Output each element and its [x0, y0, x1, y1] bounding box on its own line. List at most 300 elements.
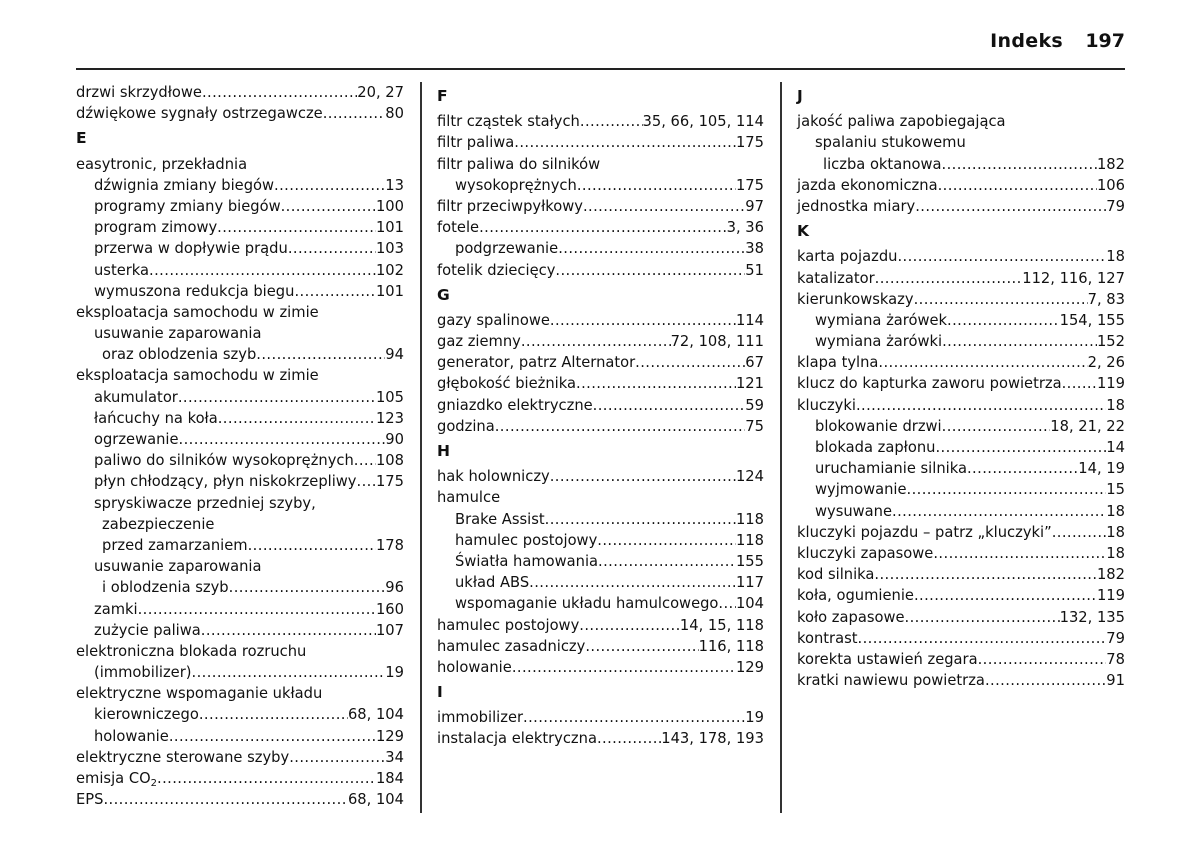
entry-term — [94, 599, 138, 620]
entry-pages: 15 — [1106, 481, 1125, 499]
index-entry — [797, 196, 1125, 217]
entry-term-text: fotele — [437, 219, 480, 237]
index-letter-heading: E — [76, 129, 87, 148]
entry-pages: 152 — [1096, 333, 1125, 351]
dot-leader — [1062, 373, 1097, 394]
entry-term-text: hak holowniczy — [437, 468, 550, 486]
index-entry — [797, 585, 1125, 606]
index-entry-heading: filtr paliwa do silników — [437, 155, 601, 173]
entry-term — [455, 530, 597, 551]
index-entry — [76, 82, 404, 103]
index-entry-heading: elektroniczna blokada rozruchu — [76, 642, 307, 660]
entry-term — [455, 238, 558, 259]
entry-term-text: Światła hamowania — [455, 552, 599, 570]
entry-term-text: program zimowy — [94, 219, 218, 237]
index-entry — [76, 577, 404, 598]
dot-leader — [897, 246, 1106, 267]
dot-leader — [914, 289, 1088, 310]
index-entry — [437, 593, 764, 614]
entry-term — [76, 82, 202, 103]
entry-term — [797, 395, 856, 416]
index-entry — [797, 395, 1125, 416]
entry-term — [94, 281, 294, 302]
index-entry — [437, 636, 764, 657]
entry-term — [437, 615, 579, 636]
index-entry-heading: hamulce — [437, 489, 501, 507]
entry-term — [437, 373, 576, 394]
index-column-1 — [76, 82, 404, 810]
entry-term-text: głębokość bieżnika — [437, 375, 576, 393]
entry-term-text: karta pojazdu — [797, 248, 898, 266]
entry-pages: 78 — [1106, 650, 1125, 668]
entry-pages: 132, 135 — [1059, 608, 1125, 626]
entry-term — [797, 649, 978, 670]
dot-leader — [593, 395, 746, 416]
entry-term — [797, 564, 874, 585]
entry-term-text: emisja CO — [76, 770, 151, 787]
entry-term — [455, 175, 577, 196]
dot-leader — [354, 450, 376, 471]
entry-term — [815, 331, 942, 352]
entry-pages: 117 — [735, 574, 764, 592]
index-entry-heading: spryskiwacze przedniej szyby, — [94, 494, 316, 512]
index-entry — [437, 509, 764, 530]
index-entry — [797, 607, 1125, 628]
entry-term-text: blokada zapłonu — [815, 439, 936, 456]
index-entry — [797, 628, 1125, 649]
entry-pages: 124 — [735, 468, 764, 486]
index-entry — [797, 352, 1125, 373]
entry-pages: 101 — [375, 282, 404, 300]
dot-leader — [199, 704, 348, 725]
entry-term-text: koło zapasowe — [797, 608, 905, 626]
index-entry — [797, 310, 1125, 331]
entry-term — [94, 175, 274, 196]
entry-pages: 160 — [375, 600, 404, 618]
index-entry — [76, 408, 404, 429]
index-column-2 — [437, 82, 764, 750]
entry-term-text: akumulator — [94, 388, 178, 406]
dot-leader — [529, 572, 736, 593]
entry-pages: 121 — [735, 375, 764, 393]
entry-pages: 19 — [745, 709, 764, 727]
entry-term — [437, 217, 479, 238]
entry-term — [437, 111, 580, 132]
entry-term-text: wysokoprężnych — [455, 176, 577, 194]
entry-term — [437, 260, 555, 281]
dot-leader — [521, 331, 671, 352]
dot-leader — [577, 175, 736, 196]
index-entry — [76, 238, 404, 259]
entry-pages: 101 — [375, 219, 404, 237]
entry-term-text: gniazdko elektryczne — [437, 396, 593, 414]
entry-pages: 119 — [1096, 375, 1125, 393]
entry-term — [94, 196, 281, 217]
dot-leader — [558, 238, 745, 259]
entry-pages: 107 — [375, 621, 404, 639]
entry-term-text: hamulec postojowy — [455, 531, 598, 549]
entry-pages: 34 — [385, 748, 404, 766]
dot-leader — [289, 747, 385, 768]
entry-term — [437, 310, 550, 331]
dot-leader — [555, 260, 745, 281]
index-entry — [437, 373, 764, 394]
entry-term-text: dźwiękowe sygnały ostrzegawcze — [76, 105, 323, 123]
entry-pages: 7, 83 — [1087, 290, 1125, 308]
index-entry — [76, 747, 404, 768]
entry-term — [94, 408, 218, 429]
dot-leader — [514, 132, 736, 153]
entry-term-text: dźwignia zmiany biegów — [94, 176, 275, 194]
index-entry-heading: spalaniu stukowemu — [815, 134, 966, 152]
index-entry — [437, 238, 764, 259]
entry-term-text: katalizator — [797, 269, 875, 287]
index-entry — [76, 344, 404, 365]
entry-term-text: wymuszona redukcja biegu — [94, 282, 295, 300]
entry-term-text: przed zamarzaniem — [102, 536, 248, 554]
index-entry-heading: eksploatacja samochodu w zimie — [76, 303, 319, 321]
entry-term — [797, 628, 858, 649]
entry-term-text: Brake Assist — [455, 510, 545, 528]
index-entry — [437, 657, 764, 678]
index-entry — [797, 479, 1125, 500]
dot-leader — [985, 670, 1106, 691]
index-entry — [437, 615, 764, 636]
dot-leader — [274, 175, 385, 196]
entry-term-text: kontrast — [797, 629, 858, 647]
index-entry — [797, 437, 1125, 458]
entry-term-text: jednostka miary — [797, 197, 916, 215]
entry-pages: 91 — [1106, 672, 1125, 690]
dot-leader — [874, 564, 1097, 585]
index-letter-heading: G — [437, 285, 450, 304]
entry-term-text: instalacja elektryczna — [437, 730, 597, 748]
entry-term-text: immobilizer — [437, 709, 524, 727]
index-entry-heading: eksploatacja samochodu w zimie — [76, 367, 319, 385]
entry-pages: 155 — [735, 552, 764, 570]
index-entry-heading: jakość paliwa zapobiegająca — [797, 113, 1006, 131]
entry-pages: 80 — [385, 105, 404, 123]
entry-term-text: kierowniczego — [94, 706, 199, 724]
entry-pages: 94 — [385, 346, 404, 364]
entry-term-text: EPS — [76, 791, 104, 809]
index-entry — [437, 352, 764, 373]
entry-term-text: kluczyki — [797, 396, 856, 414]
entry-pages: 14, 15, 118 — [679, 616, 764, 634]
entry-term-text: zamki — [94, 600, 138, 618]
entry-term-text: klapa tylna — [797, 354, 879, 372]
index-entry — [797, 373, 1125, 394]
entry-term-text: wysuwane — [815, 502, 893, 520]
entry-term — [94, 260, 149, 281]
entry-term — [797, 352, 878, 373]
entry-pages: 175 — [735, 176, 764, 194]
entry-term-text: układ ABS — [455, 574, 530, 592]
entry-term — [455, 509, 545, 530]
entry-pages: 105 — [375, 388, 404, 406]
index-entry — [437, 466, 764, 487]
entry-pages: 79 — [1106, 629, 1125, 647]
entry-term — [455, 572, 529, 593]
index-entry — [437, 132, 764, 153]
entry-term — [437, 352, 635, 373]
index-entry — [76, 535, 404, 556]
entry-pages: 175 — [375, 473, 404, 491]
entry-term-text: kod silnika — [797, 566, 875, 584]
entry-pages: 79 — [1106, 197, 1125, 215]
dot-leader — [858, 628, 1107, 649]
dot-leader — [935, 437, 1106, 458]
entry-term-text: wymiana żarówek — [815, 311, 948, 329]
dot-leader — [550, 310, 736, 331]
entry-term-text: zużycie paliwa — [94, 621, 201, 639]
column-divider — [780, 82, 782, 813]
entry-term-text: przerwa w dopływie prądu — [94, 240, 288, 258]
entry-term-text: klucz do kapturka zaworu powietrza — [797, 375, 1062, 393]
dot-leader — [576, 373, 736, 394]
index-entry — [76, 217, 404, 238]
entry-term-text: filtr cząstek stałych — [437, 113, 580, 131]
dot-leader — [149, 260, 376, 281]
entry-pages: 184 — [375, 770, 404, 787]
entry-term — [815, 501, 892, 522]
entry-term — [94, 704, 199, 725]
index-entry — [76, 471, 404, 492]
entry-pages: 102 — [375, 261, 404, 279]
dot-leader — [218, 408, 376, 429]
entry-term-text: hamulec postojowy — [437, 616, 580, 634]
dot-leader — [978, 649, 1107, 670]
page-header — [0, 30, 1125, 60]
dot-leader — [179, 429, 386, 450]
index-entry — [797, 416, 1125, 437]
entry-pages: 119 — [1096, 587, 1125, 605]
index-entry — [437, 707, 764, 728]
entry-term-text: wspomaganie układu hamulcowego — [455, 595, 719, 613]
dot-leader — [635, 352, 745, 373]
dot-leader — [580, 111, 643, 132]
dot-leader — [550, 466, 736, 487]
entry-pages: 129 — [735, 658, 764, 676]
index-entry — [437, 310, 764, 331]
entry-pages: 114 — [735, 311, 764, 329]
dot-leader — [967, 458, 1078, 479]
dot-leader — [942, 331, 1097, 352]
dot-leader — [169, 726, 376, 747]
dot-leader — [1052, 522, 1107, 543]
entry-term-text: kierunkowskazy — [797, 290, 914, 308]
dot-leader — [192, 662, 386, 683]
entry-pages: 118 — [735, 531, 764, 549]
entry-term-text: uruchamianie silnika — [815, 460, 967, 478]
entry-pages: 96 — [385, 579, 404, 597]
entry-pages: 35, 66, 105, 114 — [642, 113, 764, 131]
entry-term — [437, 657, 512, 678]
entry-term-text: generator, patrz Alternator — [437, 354, 636, 372]
dot-leader — [942, 416, 1051, 437]
index-entry — [437, 572, 764, 593]
dot-leader — [202, 82, 357, 103]
entry-term — [94, 429, 179, 450]
index-entry — [76, 103, 404, 124]
entry-term-text: paliwo do silników wysokoprężnych — [94, 452, 354, 470]
entry-term — [94, 387, 178, 408]
entry-term-text: i oblodzenia szyb — [102, 579, 229, 597]
index-letter-heading: I — [437, 683, 443, 702]
entry-pages: 129 — [375, 727, 404, 745]
entry-term — [437, 132, 514, 153]
entry-pages: 154, 155 — [1059, 311, 1125, 329]
index-letter-heading: K — [797, 222, 810, 241]
entry-term-text: kluczyki zapasowe — [797, 544, 934, 562]
index-entry — [76, 599, 404, 620]
entry-pages: 68, 104 — [347, 791, 404, 809]
dot-leader — [856, 395, 1106, 416]
dot-leader — [256, 344, 385, 365]
dot-leader — [597, 728, 661, 749]
entry-pages: 38 — [745, 240, 764, 258]
entry-pages: 19 — [385, 664, 404, 682]
entry-term — [437, 707, 523, 728]
dot-leader — [512, 657, 736, 678]
entry-term — [437, 395, 593, 416]
index-entry — [76, 175, 404, 196]
dot-leader — [217, 217, 376, 238]
index-entry-heading: zabezpieczenie — [102, 515, 215, 533]
entry-term-text: ogrzewanie — [94, 431, 179, 448]
index-entry — [76, 662, 404, 683]
header-title: Indeks — [990, 30, 1063, 52]
index-entry — [797, 268, 1125, 289]
dot-leader — [892, 501, 1106, 522]
entry-pages: 103 — [375, 240, 404, 258]
entry-term — [797, 585, 914, 606]
entry-term — [437, 331, 521, 352]
index-entry — [76, 450, 404, 471]
index-entry — [797, 458, 1125, 479]
dot-leader — [597, 530, 736, 551]
index-entry — [437, 551, 764, 572]
entry-term — [797, 289, 914, 310]
entry-pages: 18 — [1106, 396, 1125, 414]
entry-term — [94, 662, 192, 683]
dot-leader — [288, 238, 376, 259]
dot-leader — [178, 387, 376, 408]
index-entry-heading: usuwanie zaparowania — [94, 558, 262, 576]
index-entry — [797, 175, 1125, 196]
index-entry — [437, 530, 764, 551]
index-entry — [76, 768, 404, 789]
entry-pages: 67 — [745, 354, 764, 372]
entry-term-text: jazda ekonomiczna — [797, 176, 938, 194]
entry-pages: 118 — [735, 510, 764, 528]
entry-term — [94, 450, 354, 471]
entry-pages: 178 — [375, 536, 404, 554]
dot-leader — [905, 607, 1060, 628]
entry-term — [94, 471, 357, 492]
entry-term-text: holowanie — [94, 727, 169, 745]
entry-term — [76, 789, 103, 810]
entry-term-text: gazy spalinowe — [437, 311, 550, 329]
entry-term-text: programy zmiany biegów — [94, 197, 281, 215]
index-entry — [797, 649, 1125, 670]
dot-leader — [583, 196, 745, 217]
entry-term-text: holowanie — [437, 658, 512, 676]
entry-term — [455, 551, 598, 572]
entry-term — [797, 522, 1052, 543]
entry-pages: 123 — [375, 409, 404, 427]
entry-subscript: 2 — [150, 778, 158, 789]
entry-term — [797, 196, 915, 217]
entry-term-text: liczba oktanowa — [823, 155, 942, 173]
index-entry — [797, 289, 1125, 310]
entry-term — [797, 246, 897, 267]
entry-term — [76, 768, 157, 789]
entry-term — [797, 268, 875, 289]
index-entry — [437, 395, 764, 416]
entry-term — [823, 154, 942, 175]
index-entry — [797, 522, 1125, 543]
index-entry — [437, 728, 764, 749]
entry-term-text: kluczyki pojazdu – patrz „kluczyki” — [797, 523, 1052, 541]
entry-term — [94, 217, 217, 238]
entry-pages: 143, 178, 193 — [661, 730, 764, 748]
entry-pages: 13 — [385, 176, 404, 194]
dot-leader — [103, 789, 347, 810]
dot-leader — [248, 535, 376, 556]
entry-term — [455, 593, 718, 614]
index-entry — [437, 260, 764, 281]
index-entry — [437, 416, 764, 437]
entry-pages: 18, 21, 22 — [1050, 417, 1125, 435]
dot-leader — [495, 416, 746, 437]
entry-term — [797, 607, 905, 628]
entry-term-text: wymiana żarówki — [815, 333, 943, 351]
entry-term-text: filtr przeciwpyłkowy — [437, 197, 583, 215]
entry-term — [815, 437, 935, 458]
entry-term — [437, 416, 495, 437]
index-entry — [76, 196, 404, 217]
entry-term-text: łańcuchy na koła — [94, 409, 218, 427]
entry-term-text: korekta ustawień zegara — [797, 650, 978, 668]
index-entry — [797, 501, 1125, 522]
index-entry — [797, 543, 1125, 564]
dot-leader — [545, 509, 736, 530]
index-entry — [797, 564, 1125, 585]
entry-pages: 90 — [385, 431, 404, 448]
dot-leader — [138, 599, 376, 620]
entry-term-text: elektryczne sterowane szyby — [76, 748, 290, 766]
index-entry — [797, 670, 1125, 691]
dot-leader — [598, 551, 736, 572]
entry-term — [815, 310, 947, 331]
entry-term-text: kratki nawiewu powietrza — [797, 672, 985, 690]
entry-pages: 100 — [375, 197, 404, 215]
dot-leader — [294, 281, 376, 302]
index-entry — [437, 196, 764, 217]
index-entry — [797, 246, 1125, 267]
entry-pages: 108 — [375, 452, 404, 470]
index-entry-heading: easytronic, przekładnia — [76, 155, 248, 173]
entry-pages: 3, 36 — [726, 219, 764, 237]
entry-term — [102, 344, 256, 365]
entry-term — [76, 747, 289, 768]
entry-term-text: hamulec zasadniczy — [437, 637, 586, 655]
dot-leader — [479, 217, 727, 238]
dot-leader — [875, 268, 1023, 289]
index-entry — [76, 704, 404, 725]
dot-leader — [947, 310, 1060, 331]
